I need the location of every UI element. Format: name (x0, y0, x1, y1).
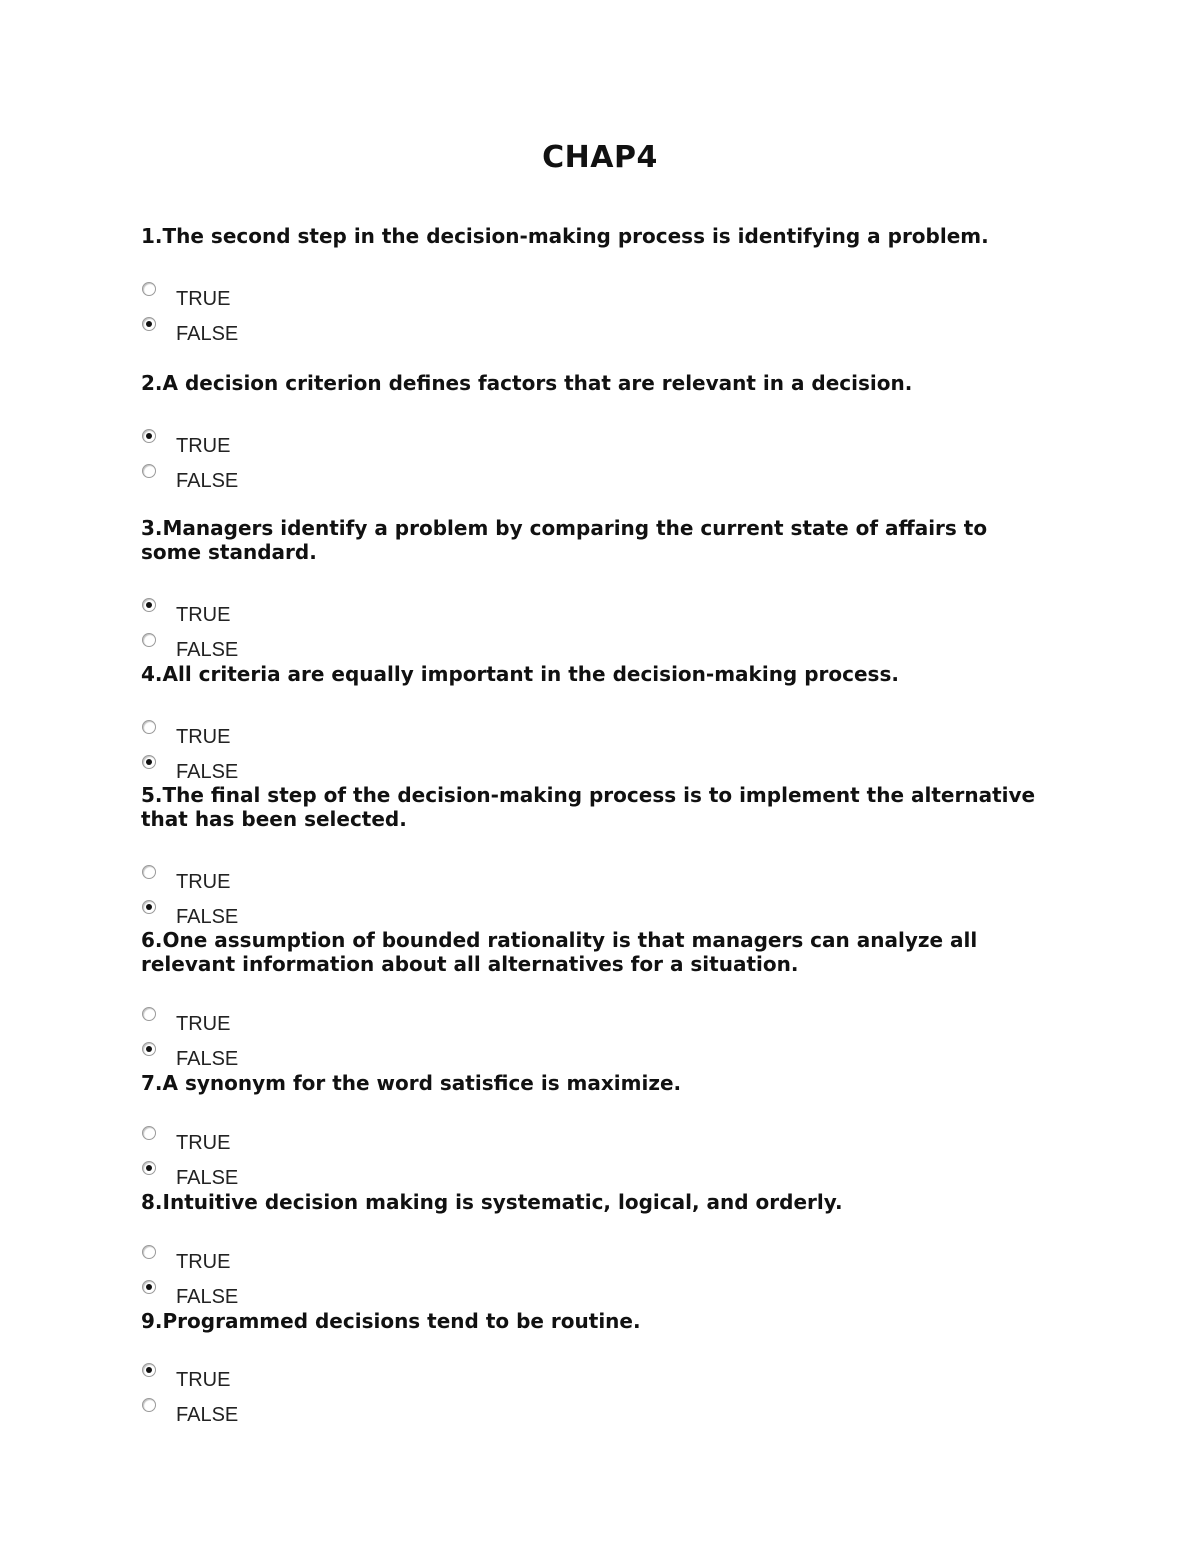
radio-button-icon[interactable] (142, 1007, 156, 1021)
radio-button-icon[interactable] (142, 1398, 156, 1412)
question-4-option-false[interactable] (142, 755, 342, 785)
question-2: 2.A decision criterion defines factors that are relevant in a decision. (141, 371, 913, 395)
option-label: FALSE (176, 1167, 239, 1189)
question-5: 5.The final step of the decision-making process is to implement the alternative that has been selected. (141, 783, 1036, 831)
option-label: FALSE (176, 906, 239, 928)
question-7-option-true[interactable] (142, 1126, 342, 1156)
question-1-option-false[interactable] (142, 317, 342, 347)
question-8-option-true[interactable] (142, 1245, 342, 1275)
option-label: TRUE (176, 288, 231, 310)
option-label: FALSE (176, 1404, 239, 1426)
question-3-option-false[interactable] (142, 633, 342, 663)
radio-button-icon[interactable] (142, 1280, 156, 1294)
option-label: FALSE (176, 761, 239, 783)
option-label: TRUE (176, 1369, 231, 1391)
question-2-option-false[interactable] (142, 464, 342, 494)
option-label: TRUE (176, 1132, 231, 1154)
radio-button-icon[interactable] (142, 317, 156, 331)
option-label: TRUE (176, 604, 231, 626)
question-3: 3.Managers identify a problem by comparing the current state of affairs to some standard. (141, 516, 988, 564)
question-2-option-true[interactable] (142, 429, 342, 459)
question-7-option-false[interactable] (142, 1161, 342, 1191)
radio-button-icon[interactable] (142, 720, 156, 734)
question-5-option-false[interactable] (142, 900, 342, 930)
option-label: TRUE (176, 726, 231, 748)
option-label: TRUE (176, 435, 231, 457)
question-8-option-false[interactable] (142, 1280, 342, 1310)
document-title: CHAP4 (542, 140, 658, 175)
radio-button-icon[interactable] (142, 464, 156, 478)
question-9: 9.Programmed decisions tend to be routine. (141, 1309, 641, 1333)
radio-button-icon[interactable] (142, 1363, 156, 1377)
question-6-option-false[interactable] (142, 1042, 342, 1072)
option-label: FALSE (176, 1286, 239, 1308)
question-7: 7.A synonym for the word satisfice is maximize. (141, 1071, 682, 1095)
question-3-option-true[interactable] (142, 598, 342, 628)
option-label: TRUE (176, 1251, 231, 1273)
question-9-option-false[interactable] (142, 1398, 342, 1428)
question-4-option-true[interactable] (142, 720, 342, 750)
question-6: 6.One assumption of bounded rationality is that managers can analyze all relevant information about all alternatives for a situation. (141, 928, 978, 976)
option-label: TRUE (176, 871, 231, 893)
option-label: FALSE (176, 1048, 239, 1070)
option-label: TRUE (176, 1013, 231, 1035)
radio-button-icon[interactable] (142, 865, 156, 879)
radio-button-icon[interactable] (142, 598, 156, 612)
question-5-option-true[interactable] (142, 865, 342, 895)
radio-button-icon[interactable] (142, 755, 156, 769)
question-9-option-true[interactable] (142, 1363, 342, 1393)
question-4: 4.All criteria are equally important in the decision-making process. (141, 662, 899, 686)
radio-button-icon[interactable] (142, 900, 156, 914)
radio-button-icon[interactable] (142, 282, 156, 296)
radio-button-icon[interactable] (142, 1245, 156, 1259)
radio-button-icon[interactable] (142, 1042, 156, 1056)
question-1-option-true[interactable] (142, 282, 342, 312)
radio-button-icon[interactable] (142, 429, 156, 443)
option-label: FALSE (176, 323, 239, 345)
question-1: 1.The second step in the decision-making process is identifying a problem. (141, 224, 989, 248)
radio-button-icon[interactable] (142, 1161, 156, 1175)
option-label: FALSE (176, 639, 239, 661)
question-6-option-true[interactable] (142, 1007, 342, 1037)
radio-button-icon[interactable] (142, 633, 156, 647)
option-label: FALSE (176, 470, 239, 492)
question-8: 8.Intuitive decision making is systematic, logical, and orderly. (141, 1190, 843, 1214)
radio-button-icon[interactable] (142, 1126, 156, 1140)
